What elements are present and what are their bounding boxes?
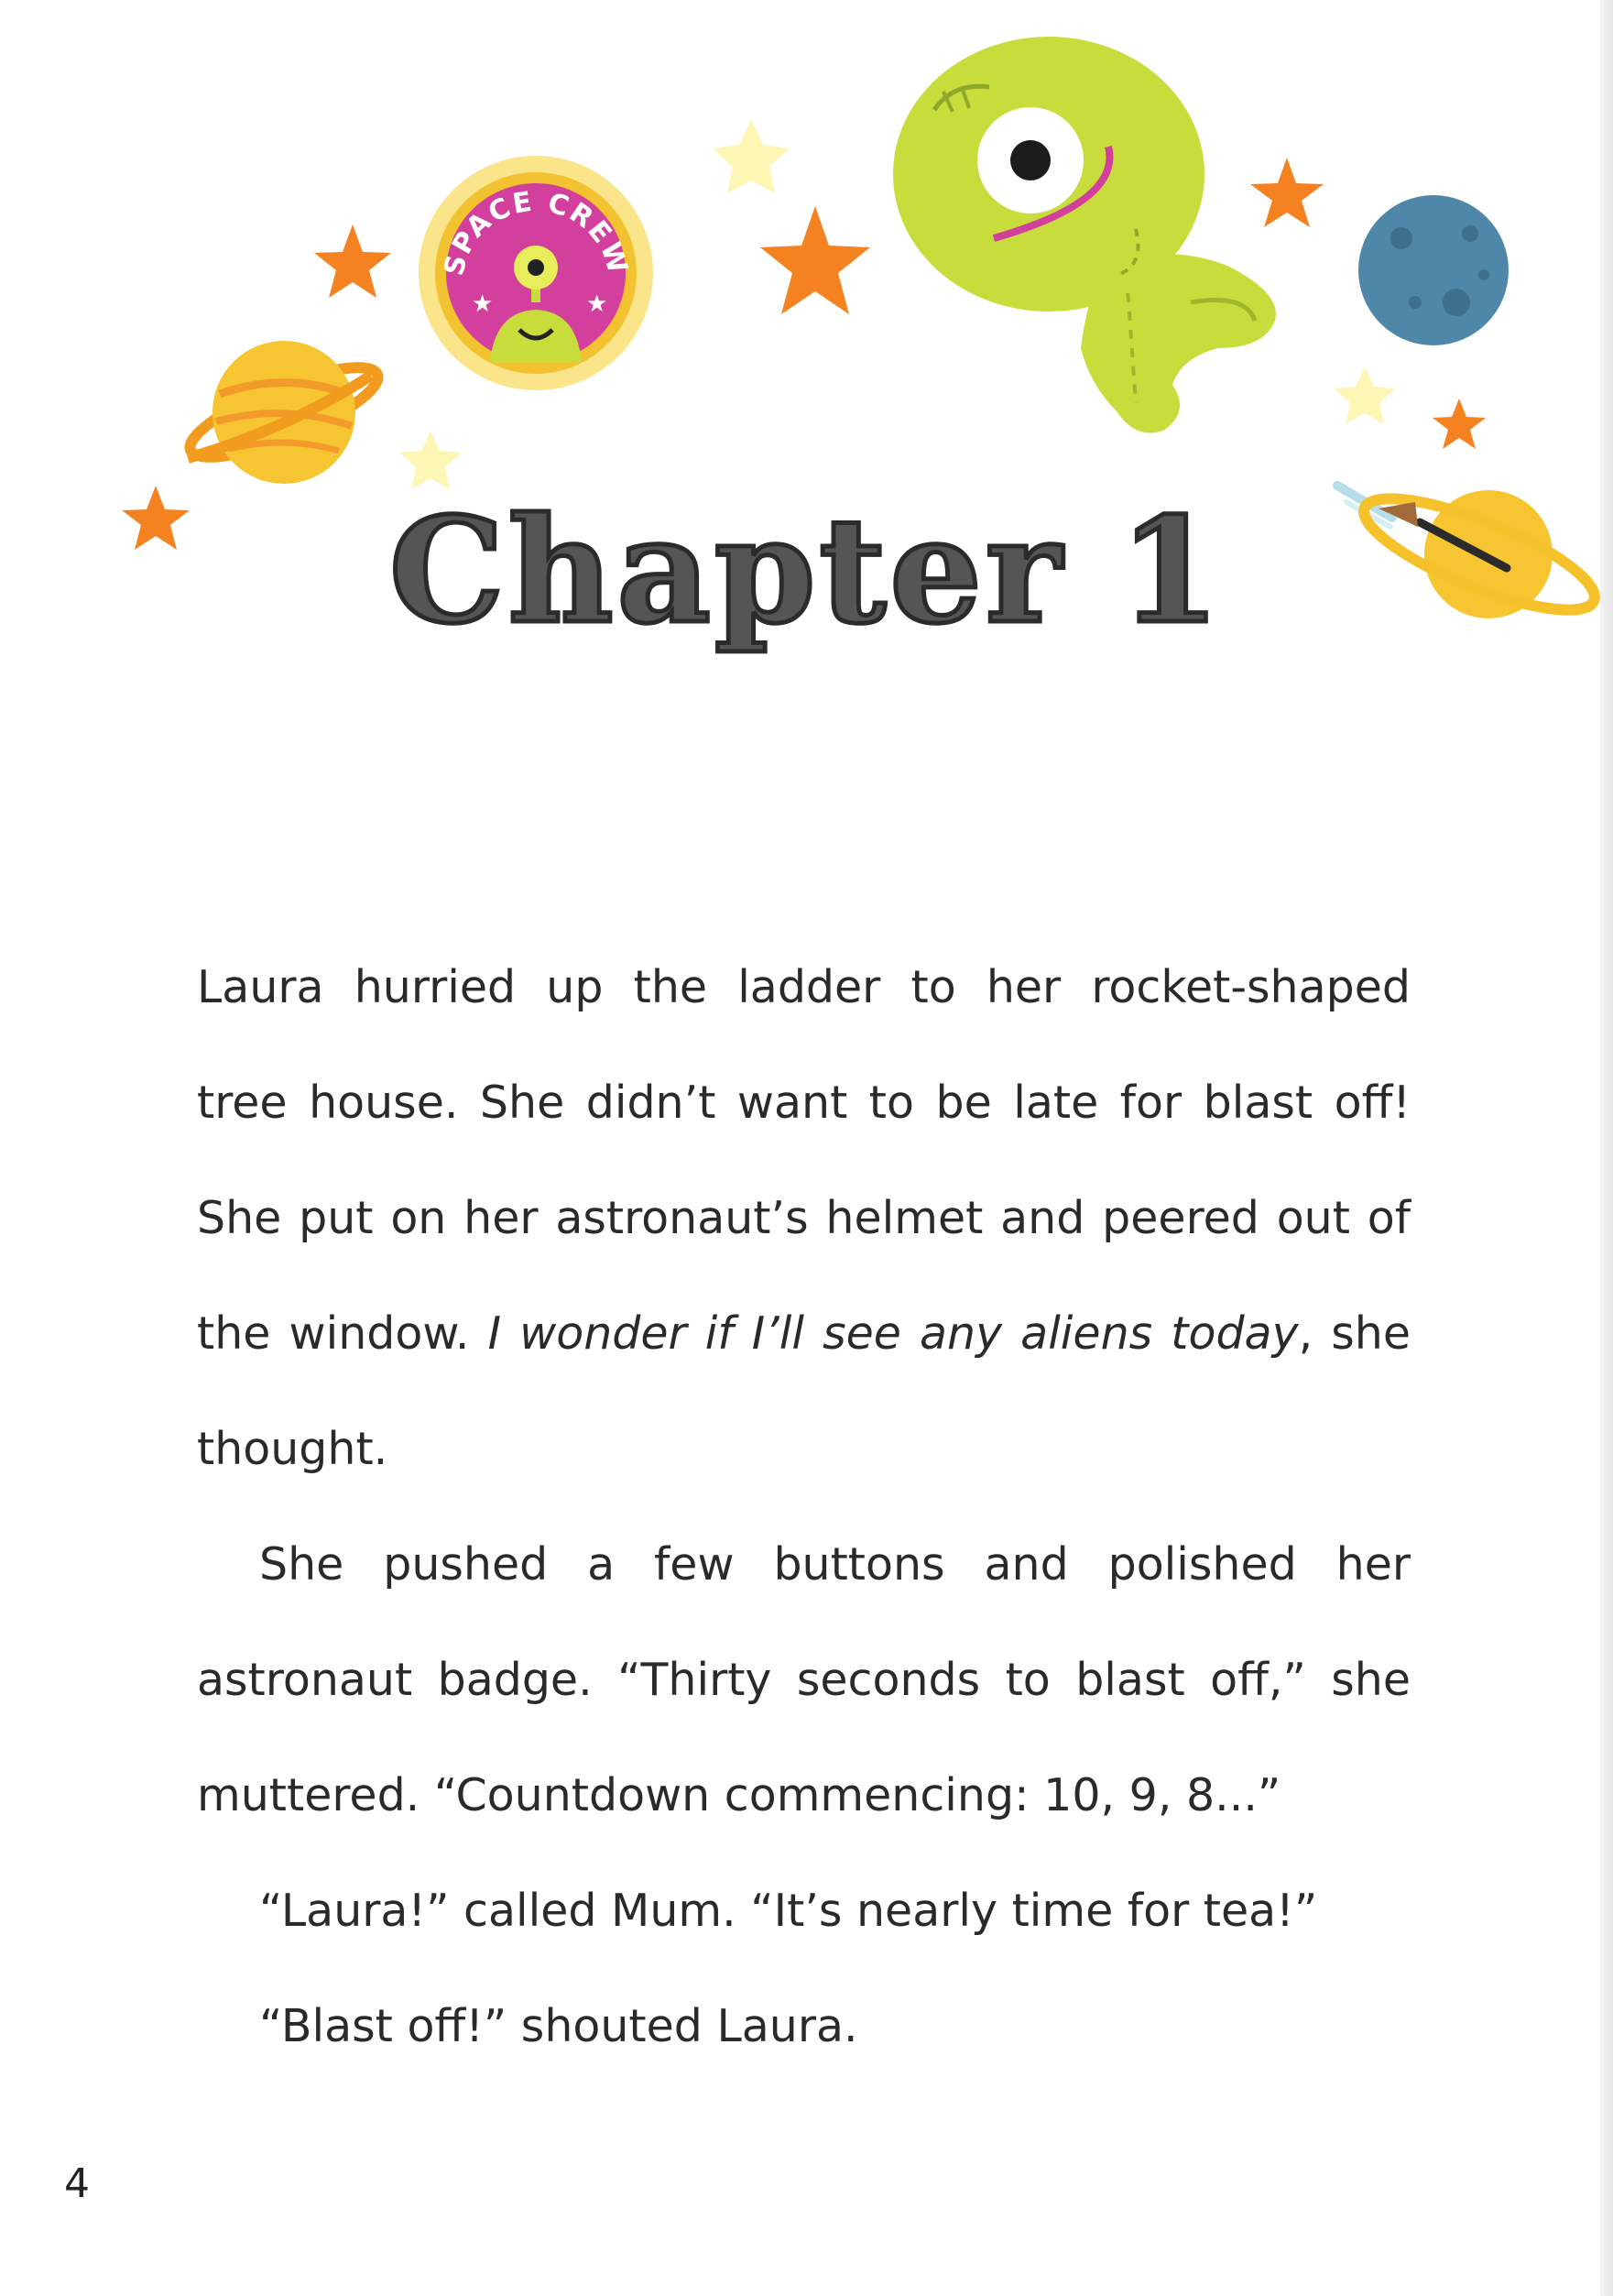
text-line xyxy=(197,1276,1411,1392)
svg-text:SPACE CREW: SPACE CREW xyxy=(438,185,635,279)
pale-star-icon xyxy=(1335,366,1395,424)
star-icon xyxy=(1433,399,1486,449)
star-icon xyxy=(314,224,391,298)
text-line: astronaut badge. “Thirty seconds to blast off,” she xyxy=(197,1654,1411,1706)
svg-text:★: ★ xyxy=(472,290,494,318)
pale-star-icon xyxy=(399,431,462,489)
ringed-planet-icon xyxy=(181,341,387,484)
text-line: muttered. “Countdown commencing: 10, 9, 8...” xyxy=(197,1769,1281,1821)
svg-text:★: ★ xyxy=(586,290,608,318)
text-line: thought. xyxy=(197,1423,388,1475)
blue-moon-icon xyxy=(1358,195,1509,345)
paragraph xyxy=(197,1507,1411,1853)
text-line: Laura hurried up the ladder to her rocket-shaped xyxy=(197,961,1411,1013)
italic-thought: I wonder if I’ll see any aliens today xyxy=(487,1307,1299,1360)
story-text xyxy=(197,930,1411,2084)
text-line: She put on her astronaut’s helmet and peered out of xyxy=(197,1192,1411,1244)
paragraph: “Laura!” called Mum. “It’s nearly time for tea!” xyxy=(259,1885,1318,1937)
text-segment: the window. xyxy=(197,1307,488,1360)
text-segment: , she xyxy=(1298,1307,1411,1360)
text-line: tree house. She didn’t want to be late for blast off! xyxy=(197,1077,1411,1129)
chapter-title: Chapter 1 xyxy=(388,487,1225,656)
text-line: She pushed a few buttons and polished her xyxy=(259,1538,1411,1591)
paragraph xyxy=(197,930,1411,1507)
star-icon xyxy=(1250,158,1324,227)
pale-star-icon xyxy=(713,119,790,193)
star-icon xyxy=(760,206,870,314)
alien-character xyxy=(893,37,1276,433)
page-number: 4 xyxy=(64,2160,90,2207)
space-crew-badge xyxy=(419,156,653,390)
paragraph: “Blast off!” shouted Laura. xyxy=(259,2000,858,2052)
